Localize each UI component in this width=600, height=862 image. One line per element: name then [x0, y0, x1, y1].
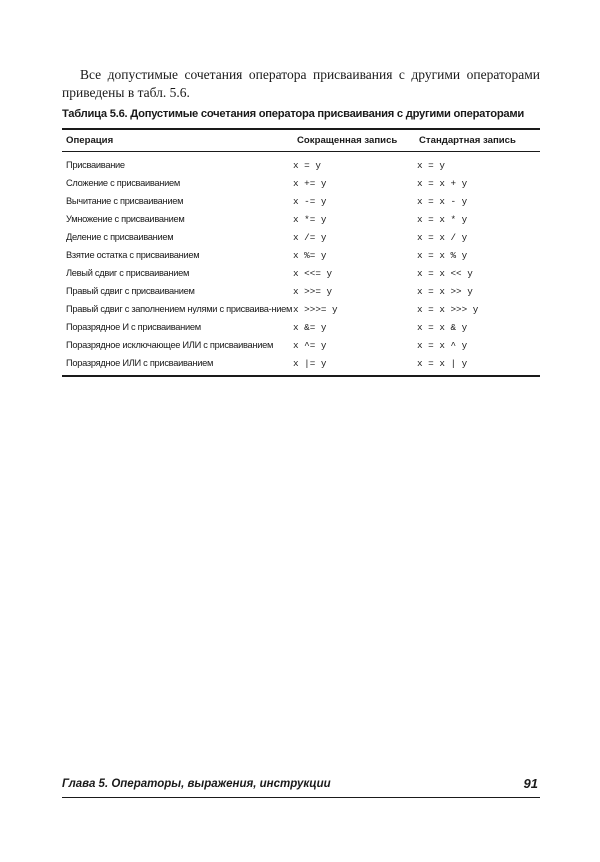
- operation-cell: Умножение с присваиванием: [66, 214, 185, 224]
- table-row: [62, 319, 540, 337]
- short-form-cell: x += y: [293, 178, 327, 189]
- short-form-cell: x <<= y: [293, 268, 333, 279]
- operation-cell: Взятие остатка с присваиванием: [66, 250, 200, 260]
- intro-paragraph: Все допустимые сочетания оператора присваивания с другими операторами приведены в табл. 5.6.: [62, 67, 540, 100]
- short-form-cell: x %= y: [293, 250, 327, 261]
- standard-form-cell: x = x >> y: [417, 286, 473, 297]
- table-caption: Таблица 5.6. Допустимые сочетания оператора присваивания с другими операторами: [62, 108, 525, 120]
- short-form-cell: x /= y: [293, 232, 327, 243]
- short-form-cell: x -= y: [293, 196, 327, 207]
- operation-cell: Поразрядное И с присваиванием: [66, 322, 201, 332]
- table-row: [62, 301, 540, 319]
- short-form-cell: x |= y: [293, 355, 415, 376]
- short-form-cell: x *= y: [293, 214, 327, 225]
- standard-form-cell: x = x ^ y: [417, 340, 468, 351]
- table-row: [62, 193, 540, 211]
- operation-cell: Присваивание: [66, 160, 125, 170]
- short-form-cell: x ^= y: [293, 340, 327, 351]
- table-row: [62, 152, 540, 176]
- standard-form-cell: x = y: [417, 160, 445, 171]
- standard-form-cell: x = x * y: [417, 214, 468, 225]
- operation-cell: Сложение с присваиванием: [66, 178, 180, 188]
- short-form-cell: x = y: [293, 160, 321, 171]
- operation-cell: Деление с присваиванием: [66, 232, 174, 242]
- footer-divider: [62, 797, 540, 798]
- table-header-row: [62, 129, 540, 152]
- standard-form-cell: x = x % y: [417, 250, 468, 261]
- operation-cell: Поразрядное ИЛИ с присваиванием: [62, 355, 293, 376]
- table-row: [62, 229, 540, 247]
- running-footer-chapter-title: Глава 5. Операторы, выражения, инструкции: [62, 778, 331, 790]
- operation-cell: Вычитание с присваиванием: [66, 196, 184, 206]
- table-row: [62, 211, 540, 229]
- table-row: [62, 247, 540, 265]
- standard-form-cell: x = x / y: [417, 232, 468, 243]
- table-row: [62, 337, 540, 355]
- standard-form-cell: x = x | y: [415, 355, 540, 376]
- standard-form-cell: x = x + y: [417, 178, 468, 189]
- standard-form-cell: x = x & y: [417, 322, 468, 333]
- standard-form-cell: x = x << y: [417, 268, 473, 279]
- short-form-cell: x >>>= y: [293, 304, 338, 315]
- operators-table: [62, 128, 540, 377]
- table-row: [62, 175, 540, 193]
- page-number: 91: [523, 776, 538, 791]
- short-form-cell: x &= y: [293, 322, 327, 333]
- operation-cell: Правый сдвиг с заполнением нулями с присваива-нием: [66, 304, 293, 314]
- header-short-form: Сокращенная запись: [293, 129, 415, 152]
- short-form-cell: x >>= y: [293, 286, 333, 297]
- operation-cell: Правый сдвиг с присваиванием: [66, 286, 195, 296]
- operation-cell: Поразрядное исключающее ИЛИ с присваиванием: [66, 340, 274, 350]
- standard-form-cell: x = x - y: [417, 196, 468, 207]
- table-row: [62, 265, 540, 283]
- header-standard-form: Стандартная запись: [415, 129, 540, 152]
- table-row: [62, 283, 540, 301]
- header-operation: Операция: [62, 129, 293, 152]
- table-row: [62, 355, 540, 376]
- table-header: [62, 129, 540, 152]
- table-body: [62, 152, 540, 377]
- standard-form-cell: x = x >>> y: [417, 304, 479, 315]
- operation-cell: Левый сдвиг с присваиванием: [66, 268, 190, 278]
